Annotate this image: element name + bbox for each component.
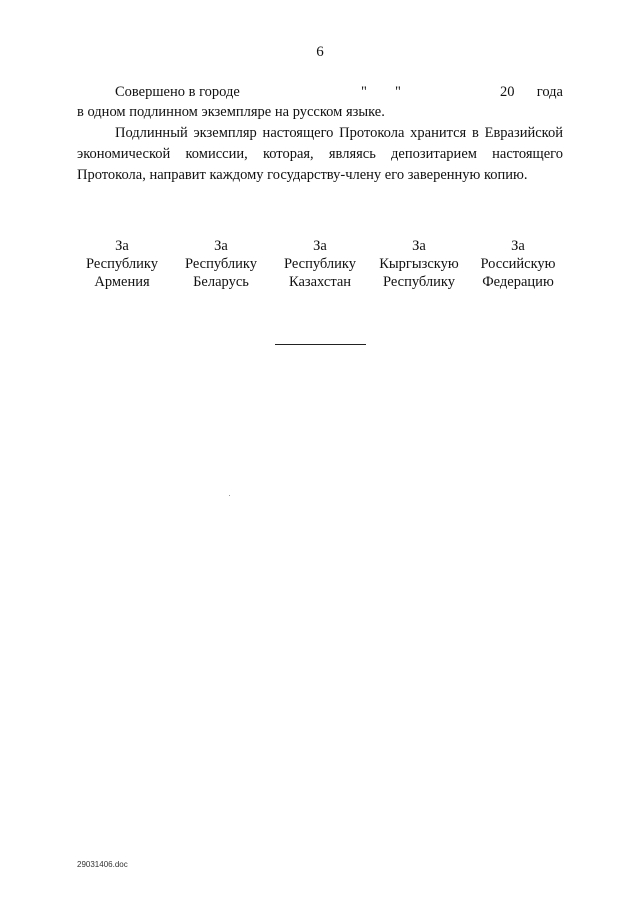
signatory-type: Кыргызскую xyxy=(379,256,459,272)
document-file-code: 29031406.doc xyxy=(77,860,128,869)
signatory-for: За xyxy=(412,238,426,254)
signatory-type: Республику xyxy=(85,256,159,272)
signatory-country: Федерацию xyxy=(482,274,554,290)
signatory-country: Беларусь xyxy=(193,274,249,290)
date-place-line xyxy=(77,82,563,102)
done-in-city-text: Совершено в городе xyxy=(115,84,240,100)
signatory-armenia xyxy=(77,237,167,291)
signatory-country: Армения xyxy=(94,274,150,290)
year-prefix: 20 xyxy=(500,84,515,100)
signatory-country: Республику xyxy=(382,274,456,290)
end-of-document-rule xyxy=(275,344,366,345)
signatory-for: За xyxy=(115,238,129,254)
date-quote-close: " xyxy=(395,84,401,100)
signatory-kazakhstan xyxy=(275,237,365,291)
custody-paragraph: Подлинный экземпляр настоящего Протокола хранится в Евразийской экономической комиссии, которая, являясь депозитарием настоящего Протокола, направит каждому государству-члену его заверенную копию. xyxy=(77,125,563,183)
signatory-country: Казахстан xyxy=(288,274,352,290)
scan-speck xyxy=(229,495,230,496)
signatory-for: За xyxy=(313,238,327,254)
signatory-type: Российскую xyxy=(480,256,556,272)
signatory-for: За xyxy=(511,238,525,254)
original-copy-language-line: в одном подлинном экземпляре на русском языке. xyxy=(77,104,385,120)
page-number: 6 xyxy=(316,44,324,60)
signatory-belarus xyxy=(176,237,266,291)
date-quote-open: " xyxy=(361,84,367,100)
signatory-kyrgyzstan xyxy=(374,237,464,291)
year-word: года xyxy=(536,84,563,100)
signatory-for: За xyxy=(214,238,228,254)
signatory-type: Республику xyxy=(283,256,357,272)
signatory-block xyxy=(77,237,563,291)
signatory-type: Республику xyxy=(184,256,258,272)
signatory-russia xyxy=(473,237,563,291)
